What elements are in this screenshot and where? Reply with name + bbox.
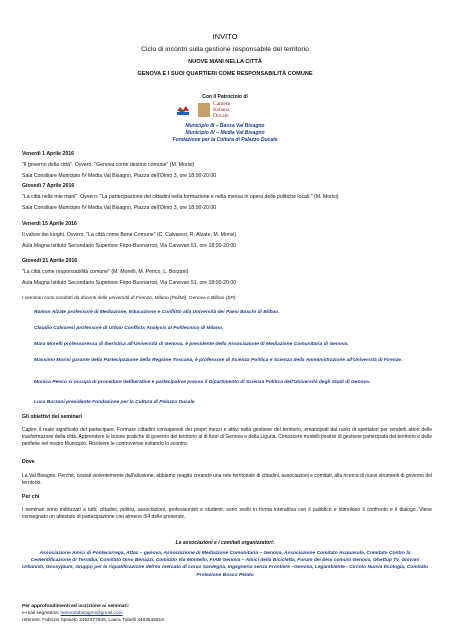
event-date: Giovedì 21 Aprile 2016	[22, 258, 78, 264]
contacts-email-line	[22, 611, 123, 616]
patron-municipio-4: Municipio IV – Media Val Bisagno	[185, 130, 265, 136]
camera-logo-mark	[198, 103, 210, 117]
speaker-calvaresi: Claudio Calvaresi professore di Urban Conflicts Analysis al Politecnico di Milano.	[34, 326, 224, 331]
camera-ducale-logo	[198, 101, 274, 121]
associazioni-heading: Le associazioni e i comitati organizzatori:	[175, 540, 275, 546]
associazioni-list: Associazione Amici di Pontecarrega, Attac – genova, Associazione di Mediazione Comunitaria – Genova, Associazione Comitato Acquasola, Comitato Contro la Cementificazione di Terralba, Comitato Gino Benazzi, Comitato Via Montello, FIAB Genova – Amici della Bicicletta, Forum dei beni comuni Genova, Ghettup Tv, Giovani Urbanisti, Gossypium, Gruppo per la riqualificazione dell'ex mercato di corso Sardegna, Ingegneria senza Frontiere –Genova, Legambiente - Circolo Nuova Ecologia, Comitato Protezione Bosco Pelato	[21, 551, 429, 578]
speaker-penco: Monica Penco si occupa di procedure deliberative e partecipative presso il Dipartimento di Scienza Politica dell'Università degli Studi di Genova.	[34, 380, 371, 385]
event-date: Venerdì 15 Aprile 2016	[22, 221, 77, 227]
event-date: Giovedì 7 Aprile 2016	[22, 183, 75, 189]
patron-list	[0, 123, 450, 144]
event-title: "La città nelle mie mani". Ovvero: "La partecipazione dei cittadini nella formazione e nella messa in opera delle politiche locali." (M. Morisi)	[22, 194, 339, 200]
obiettivi-heading: Gli obiettivi dei seminari	[22, 414, 82, 420]
speaker-alzate: Ramon Alzate professore di Mediazione, Educazione e Conflitto alla Università dei Paesi Baschi di Bilbao.	[34, 310, 280, 315]
event-3	[22, 220, 236, 250]
speaker-borzani: Luca Borzani presidente Fondazione per la Cultura di Palazzo Ducale	[34, 400, 195, 405]
per-chi-heading: Per chi	[22, 494, 40, 500]
email-link[interactable]: memoriabisagno@gmail.com	[60, 611, 123, 616]
camera-logo-line1: Camera	[213, 101, 231, 107]
seminari-intro: I seminari sono condotti da docenti delle università di Firenze, Milano (PoliMi), Genova e Bilbao (SP):	[22, 296, 237, 301]
dove-heading: Dove	[22, 459, 35, 465]
camera-logo-line2: Italiana	[213, 107, 230, 113]
event-place: Sala Consiliare Municipio IV Media Val Bisagno, Piazza dell'Olmo 3, ore 18:00-20:00	[22, 205, 217, 211]
speaker-morelli: Mara Morelli professoressa di Iberistica all'Università di Genova, è presidente della Associazione di Mediazione Comunitaria di Genova.	[34, 342, 349, 347]
comune-genova-logo	[176, 104, 190, 116]
dove-text: La Val Bisagno. Perché, cestati violentemente dall'alluvione, abbiamo reagito creando una rete territoriale di cittadini, associazioni e comitati, alla ricerca di nuovi strumenti di governo del territorio.	[22, 473, 432, 486]
contacts-referenti: referenti: Fabrizio Spinielo 3492377545, Laura Tubelli 3483545816	[22, 618, 164, 623]
invito-title: INVITO	[212, 32, 238, 41]
patrocinio-label: Con il Patrocinio di	[202, 94, 248, 100]
event-title: "La città come responsabilità comune" (M. Morelli, M. Penco, L. Borzani)	[22, 269, 189, 275]
event-date: Venerdì 1 Aprile 2016	[22, 151, 74, 157]
event-place: Aula Magna Istituto Secondario Superiore Firpo-Buonarroti, Via Canevari 51, ore 18:00-20:00	[22, 280, 237, 286]
event-title: Il valore dei luoghi. Ovvero, "La città come Bene Comune" (C. Calvaresi, R. Alzate, M. Morisi)	[22, 232, 237, 238]
contacts-heading: Per approfondimenti ed iscrizione ai seminari:	[22, 604, 130, 609]
speaker-morisi: Massimo Morisi garante della Partecipazione della Regione Toscana, è professore di Scienza Politica e Scienza della Amministrazione all'Università di Firenze.	[34, 358, 403, 363]
patron-fondazione: Fondazione per la Cultura di Palazzo Ducale	[172, 137, 278, 143]
obiettivi-text: Capire il reale significato del partecipare. Formare cittadini consapevoli dei propri mezzi e attivi nella gestione del territorio, emancipati dal ruolo di spettatori per renderli attori delle trasformazioni della città. Apprendere le buone pratiche di governo del territorio al di fuori di Genova e della Liguria. Conoscere modelli positivi di gestione partecipata del territorio e delle periferie nel nostro Municipio. Risolvere le controversie evitando lo scontro.	[22, 427, 432, 447]
genova-heading: GENOVA E I SUOI QUARTIERI COME RESPONSABILITÀ COMUNE	[137, 71, 313, 77]
event-1	[22, 150, 216, 180]
event-title: "Il governo della città". Ovvero: "Genova come destino comune" (M. Morisi)	[22, 162, 195, 168]
patron-logos	[176, 101, 274, 121]
patron-municipio-3: Municipio III – Bassa Val Bisagno	[185, 123, 265, 129]
event-place: Aula Magna Istituto Secondario Superiore Firpo-Buonarroti, Via Canevari 51, ore 18:00-20:00	[22, 243, 237, 249]
nuove-mani-heading: NUOVE MANI NELLA CITTÀ	[188, 59, 262, 65]
email-label: e-mail segreteria:	[22, 611, 60, 616]
camera-logo-line3: Ducale	[213, 113, 229, 119]
event-4	[22, 257, 236, 287]
per-chi-text: I seminari sono indirizzati a tutti, cittadini, politici, associazioni, professionisti e studenti; sono svolti in forma interattiva con il pubblico e stimolano il confronto e il dialogo. Viene consegnato un attestato di partecipazione con almeno 3/4 delle presenze.	[22, 507, 432, 520]
event-place: Sala Consiliare Municipio IV Media Val Bisagno, Piazza dell'Olmo 3, ore 18:00-20:00	[22, 173, 217, 179]
ciclo-subtitle: Ciclo di incontri sulla gestione responsabile del territorio	[141, 46, 309, 53]
event-2	[22, 182, 338, 212]
